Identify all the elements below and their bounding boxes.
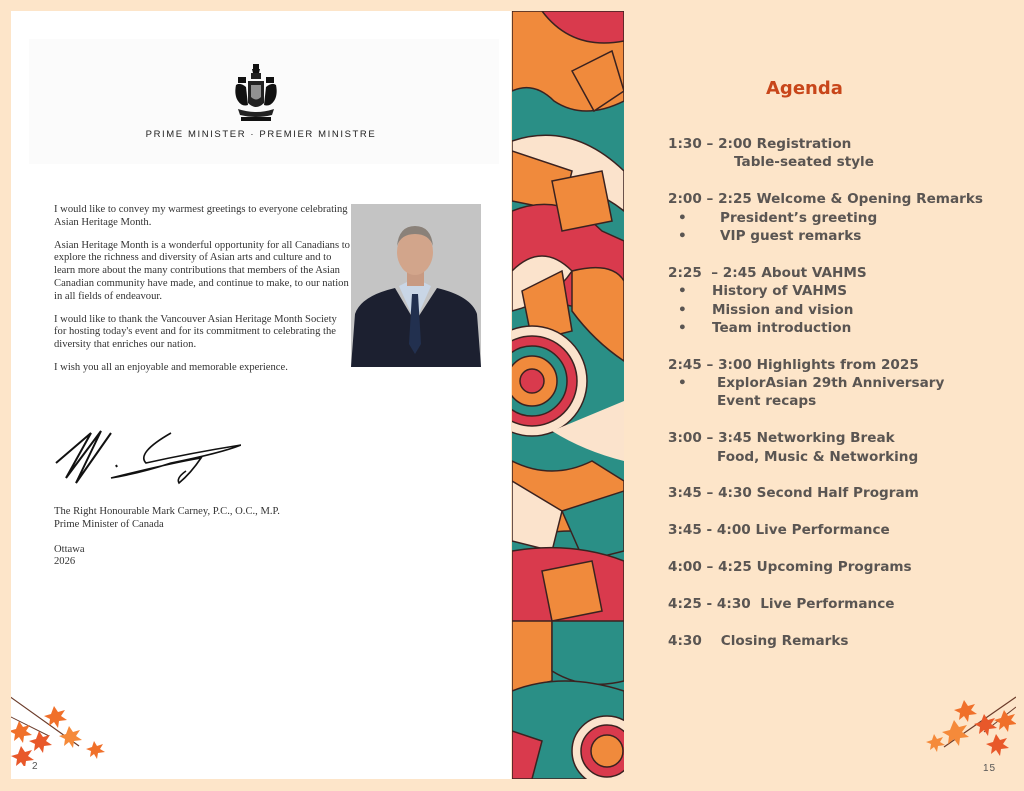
agenda-item: [668, 558, 983, 576]
agenda-item: [668, 190, 983, 208]
agenda-time: 1:30 – 2:00: [668, 136, 752, 152]
bullet-icon: •: [678, 319, 687, 336]
agenda-time: 3:00 – 3:45: [668, 430, 752, 447]
maple-leaves-icon: [924, 692, 1016, 760]
agenda-subitem-text: Event recaps: [717, 393, 817, 410]
agenda-item-title: Live Performance: [755, 522, 890, 539]
letter-paragraph: I would like to convey my warmest greetings to everyone celebrating Asian Heritage Month.: [54, 204, 348, 228]
agenda-item-title: Registration: [756, 136, 852, 152]
agenda-subitem: [668, 374, 983, 392]
agenda-item: [668, 429, 983, 447]
agenda-item: [668, 484, 983, 502]
bullet-icon: •: [678, 375, 687, 392]
agenda-item: [668, 264, 983, 282]
letter-body: [54, 204, 350, 385]
agenda-item-title: Welcome & Opening Remarks: [756, 191, 983, 208]
agenda-time: 2:25 – 2:45: [668, 264, 757, 281]
agenda-subitem: [668, 153, 983, 171]
agenda-item: [668, 595, 983, 613]
agenda-subitem-text: Food, Music & Networking: [717, 448, 919, 465]
bullet-icon: •: [678, 301, 687, 318]
letter-place: Ottawa: [54, 543, 85, 555]
agenda-item-title: Live Performance: [760, 595, 895, 612]
agenda-time: 4:30: [668, 632, 717, 649]
agenda-item: [668, 356, 983, 374]
agenda-subitem: [668, 282, 983, 300]
agenda-time: 2:45 – 3:00: [668, 356, 752, 373]
agenda-item: [668, 632, 983, 650]
portrait-photo: [351, 204, 481, 367]
agenda-subitem: [668, 227, 983, 245]
agenda-time: 2:00 – 2:25: [668, 191, 752, 208]
agenda-item-title: About VAHMS: [761, 264, 867, 281]
letter-paragraph: Asian Heritage Month is a wonderful opportunity for all Canadians to explore the richness and diversity of Asian arts and culture and to learn more about the many contributions that members of the Asian Canadian community have made, and continue to make, to our nation in all fields of endeavour.: [54, 239, 350, 302]
agenda-subitem-text: Team introduction: [712, 319, 852, 336]
agenda-subitem: [668, 209, 983, 227]
bullet-icon: •: [678, 283, 687, 300]
agenda-item-title: Second Half Program: [756, 485, 919, 502]
agenda-list: [668, 135, 983, 650]
coat-of-arms-icon: [233, 63, 279, 125]
left-page-letter: [11, 11, 511, 779]
agenda-item-title: Networking Break: [756, 430, 895, 447]
agenda-item-title: Highlights from 2025: [756, 356, 919, 373]
agenda-subitem: [668, 448, 983, 466]
agenda-subitem-text: Table-seated style: [734, 154, 874, 171]
agenda-subitem-text: VIP guest remarks: [720, 227, 862, 244]
agenda-time: 3:45 – 4:30: [668, 485, 752, 502]
agenda-item-title: Closing Remarks: [720, 632, 849, 649]
letter-paragraph: I wish you all an enjoyable and memorable experience.: [54, 361, 288, 373]
letter-signoff: [54, 506, 280, 569]
signatory-position: Prime Minister of Canada: [54, 518, 164, 530]
mandala-pattern-strip: [512, 11, 624, 779]
agenda-time: 3:45 - 4:00: [668, 522, 751, 539]
signatory-name: The Right Honourable Mark Carney, P.C., O.C., M.P.: [54, 506, 280, 517]
page-number-right: 15: [983, 763, 997, 774]
agenda-subitem: [668, 301, 983, 319]
signature: [51, 423, 241, 493]
agenda-subitem-text: President’s greeting: [720, 209, 878, 226]
agenda-subitem: [668, 392, 983, 410]
bullet-icon: •: [678, 227, 687, 244]
bullet-icon: •: [678, 209, 687, 226]
maple-leaves-icon: [11, 696, 109, 766]
agenda-title: Agenda: [766, 78, 843, 99]
letterhead-title: PRIME MINISTER · PREMIER MINISTRE: [145, 129, 377, 140]
agenda-item-title: Upcoming Programs: [756, 558, 912, 575]
agenda-item: [668, 135, 983, 153]
letter-paragraph: I would like to thank the Vancouver Asian Heritage Month Society for hosting today's event and for its commitment to celebrating the diversity that enriches our nation.: [54, 313, 337, 351]
agenda-subitem-text: Mission and vision: [712, 301, 854, 318]
agenda-subitem: [668, 319, 983, 337]
agenda-subitem-text: ExplorAsian 29th Anniversary: [717, 375, 945, 392]
agenda-subitem-text: History of VAHMS: [712, 283, 848, 300]
letter-year: 2026: [54, 556, 76, 568]
agenda-time: 4:00 – 4:25: [668, 558, 752, 575]
agenda-time: 4:25 - 4:30: [668, 595, 756, 612]
agenda-item: [668, 521, 983, 539]
page-number-left: 2: [32, 761, 38, 772]
